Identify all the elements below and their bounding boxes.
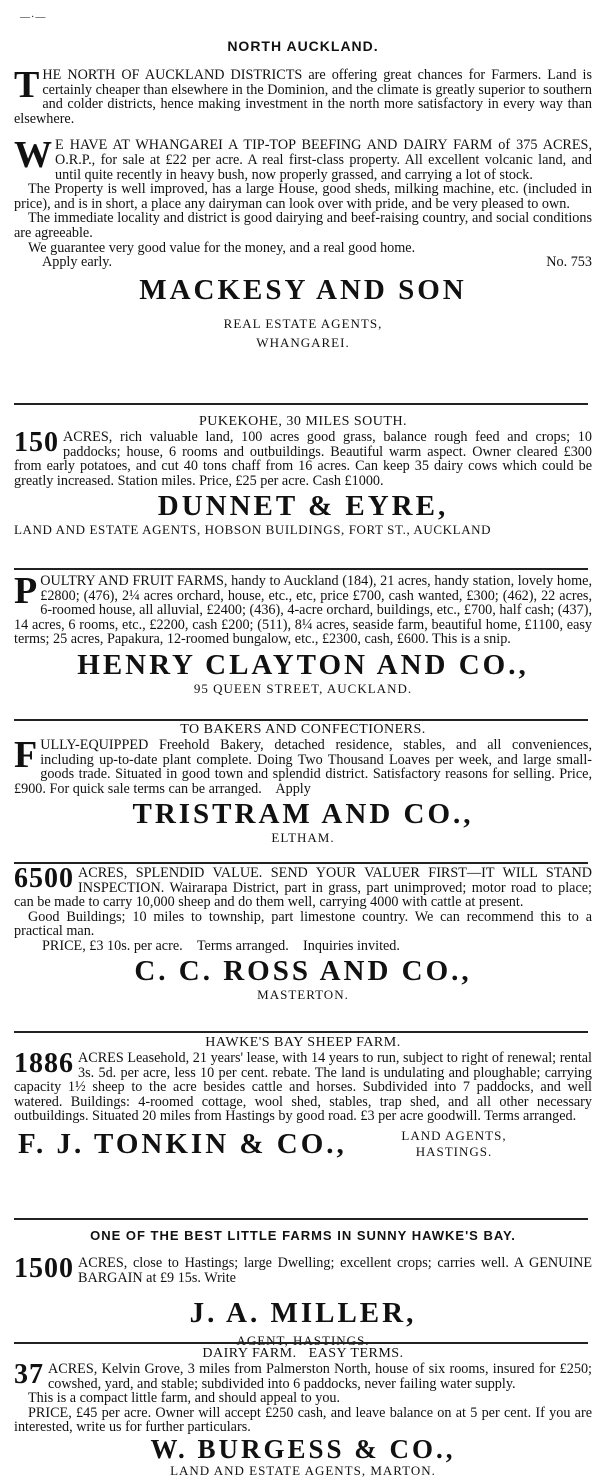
ad2-number: 150 — [14, 427, 59, 458]
ad8-body: 37 ACRES, Kelvin Grove, 3 miles from Palmerston North, house of six rooms, insured for £250; cowshed, yard, and stable; subdivided into 6 paddocks, never failing water supply. — [14, 1359, 592, 1392]
ad6-sub-2: HASTINGS. — [415, 1143, 493, 1159]
ad1-ref-no: No. 753 — [546, 254, 592, 271]
ad4-apply: Apply — [275, 780, 311, 797]
ad8-paragraph-2: This is a compact little farm, and should appeal to you. — [28, 1390, 341, 1407]
ad-pukekohe — [14, 414, 592, 537]
ad1-p2-initial: W — [14, 134, 52, 177]
ad7-body: 1500 ACRES, close to Hastings; large Dwelling; excellent crops; carries well. A GENUINE BARGAIN at £9 15s. Write — [14, 1253, 592, 1286]
ad-dairy-farm — [14, 1346, 592, 1478]
ad1-paragraph-1: THE NORTH OF AUCKLAND DISTRICTS are offering great chances for Farmers. Land is certainly cheaper than elsewhere in the Dominion, and the climate is greatly superior to southern and colder districts, hence making investment in the north more satisfactory in every way than elsewhere. — [14, 64, 592, 127]
ad1-paragraph-5: We guarantee very good value for the money, and a real good home. — [28, 239, 416, 256]
divider-7 — [14, 1342, 588, 1344]
ad3-initial: P — [14, 570, 38, 612]
ad7-sub: AGENT, HASTINGS. — [236, 1333, 370, 1349]
ad7-firm: J. A. MILLER, — [189, 1297, 417, 1330]
ad8-firm: W. BURGESS & CO., — [150, 1433, 456, 1464]
divider-6 — [14, 1218, 588, 1220]
ad4-body: FULLY-EQUIPPED Freehold Bakery, detached residence, stables, and all conveniences, including up-to-date plant complete. Doing Two Thousand Loaves per week, and large small-goods trade. Situated in good town and splendid district. Satisfactory reasons for selling. Price, £900. For quick sale terms can be arranged. Apply — [14, 734, 592, 797]
ad2-firm: DUNNET & EYRE, — [157, 490, 449, 523]
ad-poultry-fruit-farms — [14, 570, 592, 696]
ad-sunny-hawkes-bay — [14, 1228, 592, 1348]
ad-hawkes-bay-sheep-farm — [14, 1035, 592, 1166]
ad7-number: 1500 — [14, 1253, 74, 1284]
divider-3 — [14, 719, 588, 721]
ad8-heading: DAIRY FARM. EASY TERMS. — [202, 1346, 404, 1361]
ad1-paragraph-2: W E HAVE AT WHANGAREI A TIP-TOP BEEFING AND DAIRY FARM of 375 ACRES, O.R.P., for sale at £22 per acre. A real first-class property. All excellent volcanic land, and until quite recently in heavy bush, now properly grassed, and carrying a lot of stock. — [14, 134, 592, 183]
ad1-p1-initial: T — [14, 64, 40, 106]
ad4-initial: F — [14, 734, 38, 776]
ad1-firm: MACKESY AND SON — [139, 273, 467, 306]
ad5-sub: MASTERTON. — [257, 986, 349, 1002]
ad6-sub-1: LAND AGENTS, — [401, 1127, 507, 1143]
ad-bakers — [14, 722, 592, 845]
ad2-sub: LAND AND ESTATE AGENTS, HOBSON BUILDINGS, FORT ST., AUCKLAND — [14, 522, 492, 538]
ad8-sub: LAND AND ESTATE AGENTS, MARTON. — [170, 1462, 436, 1478]
ad6-heading: HAWKE'S BAY SHEEP FARM. — [205, 1035, 401, 1050]
ad-north-auckland — [14, 38, 592, 350]
ad3-sub: 95 QUEEN STREET, AUCKLAND. — [193, 680, 413, 696]
ad6-body: 1886 ACRES Leasehold, 21 years' lease, with 14 years to run, subject to right of renewal; rental 3s. 5d. per acre, less 10 per cent. rebate. The land is undulating and ploughable; carrying capacity 1½ sheep to the acre besides cattle and horses. Subdivided into 7 paddocks, and well watered. Buildings: 4-roomed cottage, wool shed, stables, trap shed, and all other necessary outbuildings. Situated 20 miles from Hastings by good road. £3 per acre goodwill. Terms arranged. — [14, 1048, 592, 1125]
ad8-paragraph-3: PRICE, £45 per acre. Owner will accept £250 cash, and leave balance on at 5 per cent. If you are interested, write us for further particulars. — [14, 1404, 592, 1436]
ad6-footer — [14, 1126, 592, 1166]
ad5-number: 6500 — [14, 863, 74, 894]
top-mark: —·— — [20, 12, 47, 23]
ad5-body: 6500 ACRES, SPLENDID VALUE. SEND YOUR VALUER FIRST—IT WILL STAND INSPECTION. Wairarapa District, part in grass, part unimproved; motor road to place; can be made to carry 10,000 sheep and do them well, carrying 4000 with cattle at present. — [14, 863, 592, 911]
ad4-sub: ELTHAM. — [271, 830, 335, 846]
ad7-heading: ONE OF THE BEST LITTLE FARMS IN SUNNY HAWKE'S BAY. — [90, 1228, 516, 1243]
divider-4 — [14, 862, 588, 864]
ad3-body: POULTRY AND FRUIT FARMS, handy to Auckland (184), 21 acres, handy station, lovely home, £2800; (476), 2¼ acres orchard, house, etc., etc, price £700, cash wanted, £300; (462), 22 acres, 6-roomed house, all alluvial, £2400; (436), 4-acre orchard, buildings, etc., £700, half cash; (437), 14 acres, 6 rooms, etc., £2200, cash £200; (511), 8¼ acres, seaside farm, beautiful home, £1100, easy terms; 25 acres, Papakura, 12-roomed bungalow, etc., £2300, cash, £600. This is a snip. — [14, 570, 592, 648]
ad-wairarapa — [14, 863, 592, 1002]
ad6-number: 1886 — [14, 1048, 74, 1079]
ad8-number: 37 — [14, 1359, 44, 1390]
ad2-heading: PUKEKOHE, 30 MILES SOUTH. — [198, 414, 408, 429]
ad1-apply-line: Apply early. No. 753 — [42, 254, 592, 271]
ad5-paragraph-2: Good Buildings; 10 miles to township, part limestone country. We can recommend this to a practical man. — [14, 908, 592, 940]
ad2-body: 150 ACRES, rich valuable land, 100 acres good grass, balance rough feed and crops; 10 paddocks; house, 6 rooms and outbuildings. Beautiful warm aspect. Owner cleared £300 from early potatoes, and cut 40 tons chaff from 16 acres. Can keep 35 dairy cows which could be greatly increased. Station miles. Price, £25 per acre. Cash £1000. — [14, 427, 592, 489]
ad3-firm: HENRY CLAYTON AND CO., — [77, 648, 529, 681]
ad1-paragraph-3: The Property is well improved, has a large House, good sheds, milking machine, etc. (included in price), and is in short, a place any dairyman can look over with pride, and be very pleased to own. — [14, 181, 592, 212]
divider-2 — [14, 568, 588, 570]
ad5-price-line: PRICE, £3 10s. per acre. Terms arranged. Inquiries invited. — [42, 937, 400, 954]
divider-1 — [14, 403, 588, 405]
ad1-sub-1: REAL ESTATE AGENTS, — [223, 315, 383, 331]
divider-5 — [14, 1031, 588, 1033]
ad1-sub-2: WHANGAREI. — [256, 334, 350, 350]
ad1-heading: NORTH AUCKLAND. — [227, 38, 379, 54]
ad6-firm: F. J. TONKIN & CO., — [18, 1127, 347, 1160]
ad4-firm: TRISTRAM AND CO., — [132, 798, 474, 831]
ad4-heading: TO BAKERS AND CONFECTIONERS. — [180, 722, 426, 737]
ad1-paragraph-4: The immediate locality and district is good dairying and beef-raising country, and social conditions are agreeable. — [14, 210, 592, 241]
ad5-firm: C. C. ROSS AND CO., — [134, 954, 472, 987]
